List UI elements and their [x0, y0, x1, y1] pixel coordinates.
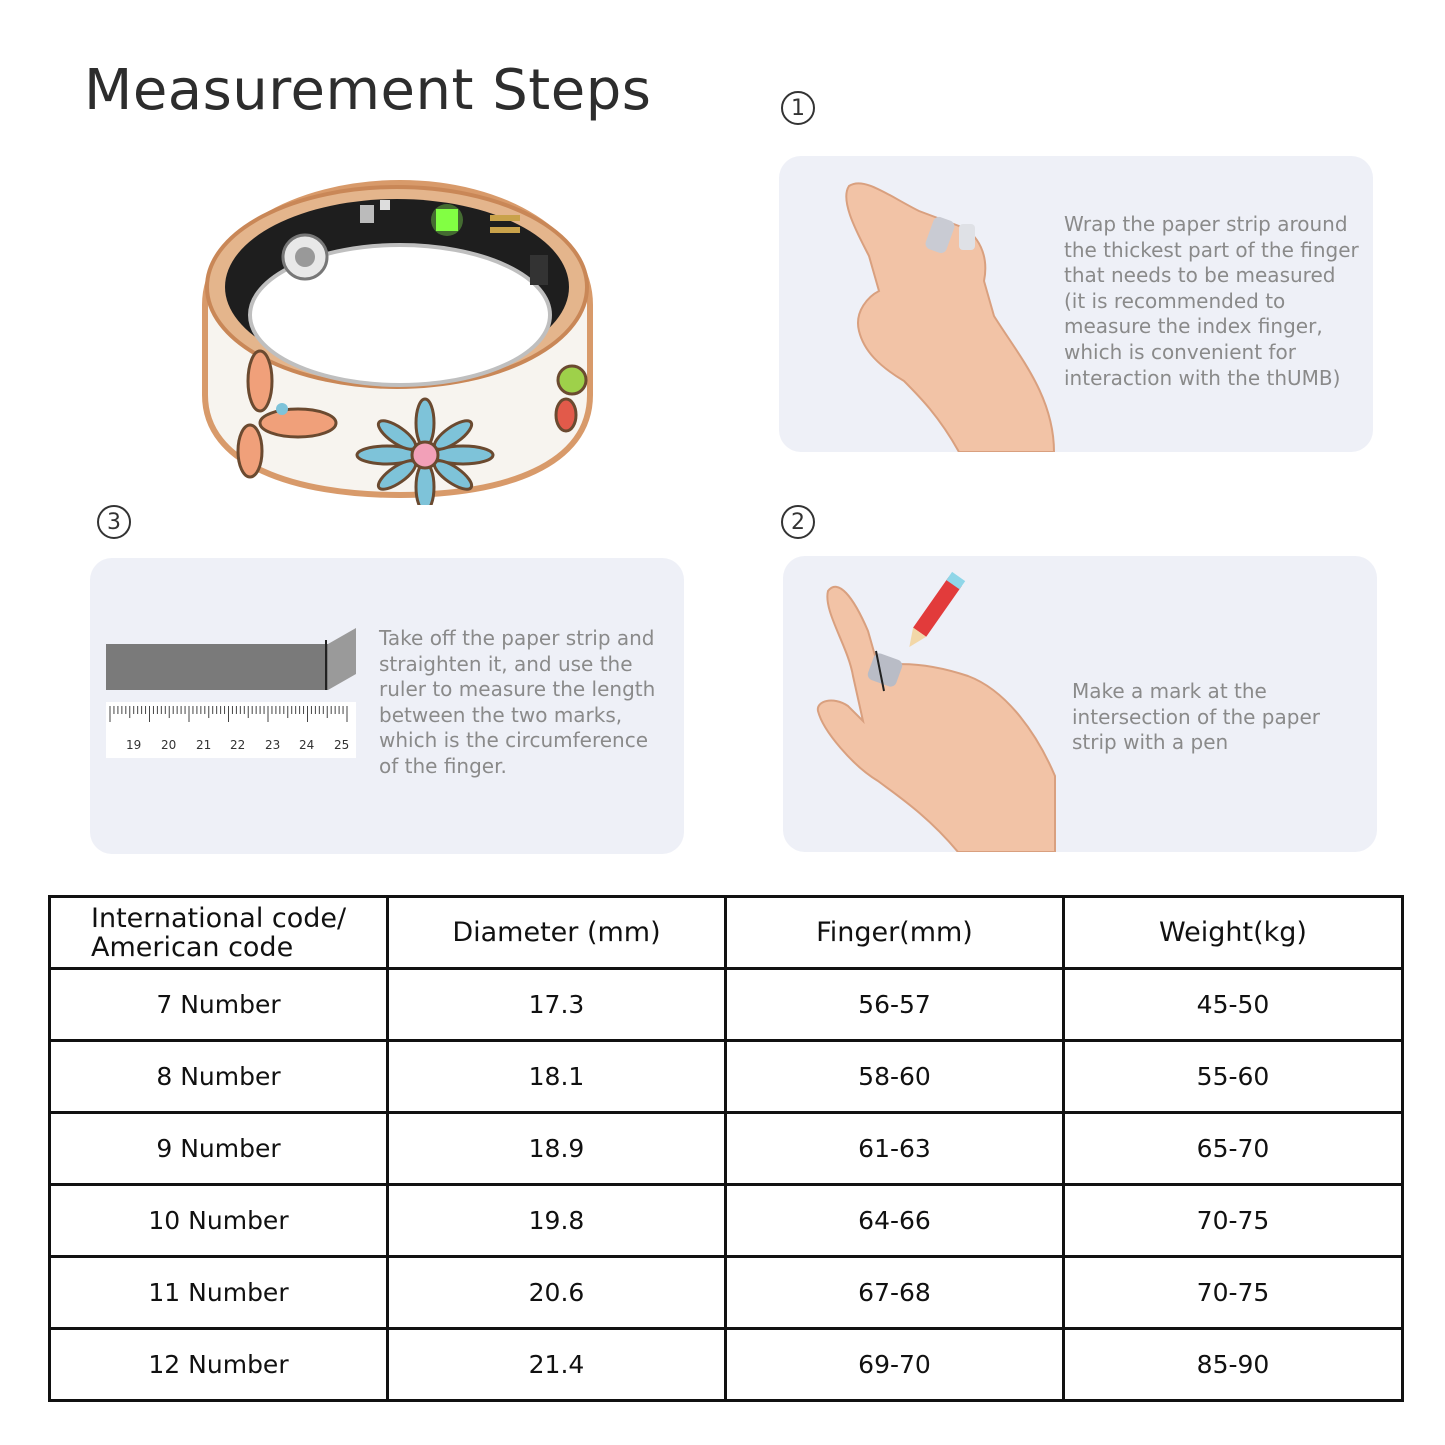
- ruler-label: 19: [126, 738, 142, 752]
- cell-weight: 70-75: [1064, 1185, 1403, 1257]
- cell-weight: 85-90: [1064, 1329, 1403, 1401]
- ruler-label: 21: [196, 738, 212, 752]
- table-row: [50, 1185, 1403, 1257]
- cell-finger: 58-60: [726, 1041, 1064, 1113]
- cell-weight: 55-60: [1064, 1041, 1403, 1113]
- ruler-label: 22: [230, 738, 246, 752]
- header-code-line2: American code: [91, 931, 294, 963]
- cell-code: 10 Number: [50, 1185, 388, 1257]
- cell-weight: 45-50: [1064, 969, 1403, 1041]
- cell-diameter: 18.1: [388, 1041, 726, 1113]
- cell-diameter: 17.3: [388, 969, 726, 1041]
- step-3-number: 3: [97, 505, 131, 539]
- table-row: [50, 969, 1403, 1041]
- ruler-label: 20: [161, 738, 177, 752]
- table-row: [50, 1113, 1403, 1185]
- cell-diameter: 20.6: [388, 1257, 726, 1329]
- cell-diameter: 18.9: [388, 1113, 726, 1185]
- ruler-label: 25: [334, 738, 350, 752]
- table-row: [50, 1329, 1403, 1401]
- cell-finger: 61-63: [726, 1113, 1064, 1185]
- hand-marking-illustration: [808, 556, 1088, 852]
- header-diameter: Diameter (mm): [388, 897, 726, 969]
- step-3-text: Take off the paper strip and straighten it, and use the ruler to measure the length between the two marks, which is the circumference of the finger.: [379, 626, 656, 778]
- header-finger: Finger(mm): [726, 897, 1064, 969]
- step-1-card: [779, 156, 1373, 452]
- header-code-line1: International code/: [91, 902, 347, 934]
- cell-diameter: 21.4: [388, 1329, 726, 1401]
- cell-finger: 56-57: [726, 969, 1064, 1041]
- header-code: [50, 897, 388, 969]
- cell-finger: 69-70: [726, 1329, 1064, 1401]
- cell-code: 7 Number: [50, 969, 388, 1041]
- smart-ring-image: [200, 175, 600, 505]
- step-1-text: Wrap the paper strip around the thickest part of the finger that needs to be measured (it is recommended to measure the index finger, which is convenient for interaction with the thUMB): [1064, 212, 1359, 390]
- cell-weight: 70-75: [1064, 1257, 1403, 1329]
- cell-code: 12 Number: [50, 1329, 388, 1401]
- ruler-label: 23: [265, 738, 281, 752]
- ruler-labels: [108, 738, 348, 758]
- cell-code: 8 Number: [50, 1041, 388, 1113]
- cell-code: 11 Number: [50, 1257, 388, 1329]
- table-row: [50, 1257, 1403, 1329]
- cell-weight: 65-70: [1064, 1113, 1403, 1185]
- ring-size-table: [48, 895, 1404, 1402]
- ruler-label: 24: [299, 738, 315, 752]
- step-2-text: Make a mark at the intersection of the paper strip with a pen: [1072, 679, 1320, 755]
- table-row: [50, 1041, 1403, 1113]
- page-title: Measurement Steps: [84, 58, 652, 123]
- step-2-number: 2: [781, 505, 815, 539]
- table-header-row: [50, 897, 1403, 969]
- cell-diameter: 19.8: [388, 1185, 726, 1257]
- paper-strip: [106, 644, 328, 690]
- ring-illustration: [200, 175, 600, 505]
- cell-code: 9 Number: [50, 1113, 388, 1185]
- step-1-number: 1: [781, 91, 815, 125]
- header-weight: Weight(kg): [1064, 897, 1403, 969]
- step-3-card: [90, 558, 684, 854]
- cell-finger: 67-68: [726, 1257, 1064, 1329]
- cell-finger: 64-66: [726, 1185, 1064, 1257]
- step-2-card: [783, 556, 1377, 852]
